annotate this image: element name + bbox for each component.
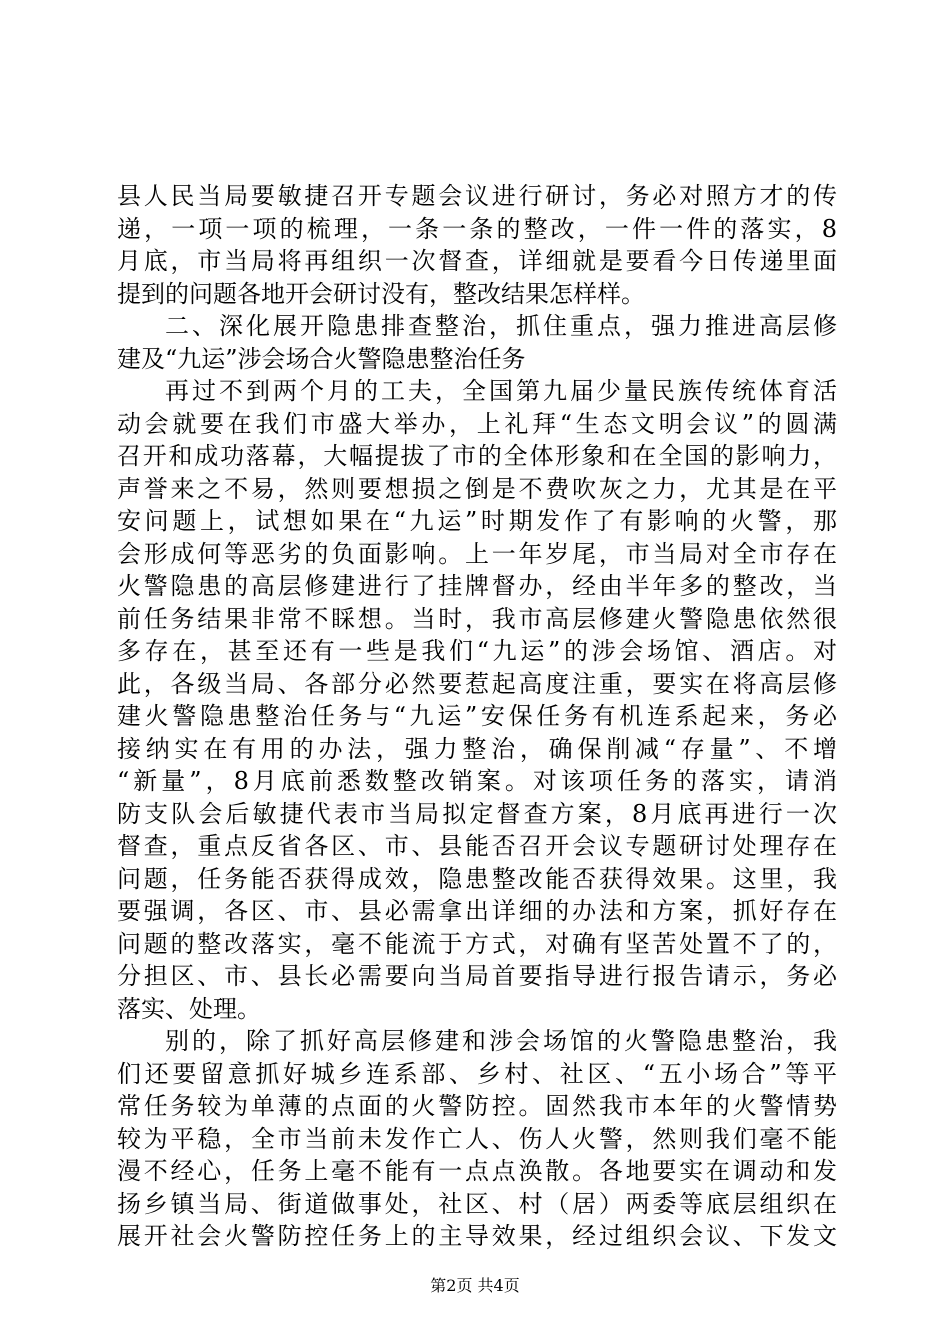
text-line: 较为平稳，全市当前未发作亡人、伤人火警，然则我们毫不能 <box>117 1124 837 1153</box>
text-line: 再过不到两个月的工夫，全国第九届少量民族传统体育活 <box>165 377 837 405</box>
text-line: 安问题上，试想如果在“九运”时期发作了有影响的火警，那 <box>117 507 837 535</box>
text-line: 此，各级当局、各部分必然要惹起高度注重，要实在将高层修 <box>117 669 837 698</box>
text-line: 会形成何等恶劣的负面影响。上一年岁尾，市当局对全市存在 <box>117 539 837 568</box>
text-line: 召开和成功落幕，大幅提拔了市的全体形象和在全国的影响力， <box>117 442 837 470</box>
text-line: 要强调，各区、市、县必需拿出详细的办法和方案，抓好存在 <box>117 897 837 925</box>
text-line: 问题的整改落实，毫不能流于方式，对确有坚苦处置不了的， <box>117 929 837 958</box>
text-line: “新量”，8月底前悉数整改销案。对该项任务的落实，请消 <box>117 767 837 795</box>
text-line: 接纳实在有用的办法，强力整治，确保削减“存量”、不增 <box>117 734 837 763</box>
text-line: 建及“九运”涉会场合火警隐患整治任务 <box>117 344 526 373</box>
text-line: 防支队会后敏捷代表市当局拟定督查方案，8月底再进行一次 <box>117 799 837 828</box>
text-line: 前任务结果非常不睬想。当时，我市高层修建火警隐患依然很 <box>117 604 837 633</box>
text-line: 提到的问题各地开会研讨没有，整改结果怎样样。 <box>117 279 645 308</box>
text-line: 多存在，甚至还有一些是我们“九运”的涉会场馆、酒店。对 <box>117 637 837 665</box>
text-line: 督查，重点反省各区、市、县能否召开会议专题研讨处理存在 <box>117 832 837 860</box>
text-line: 火警隐患的高层修建进行了挂牌督办，经由半年多的整改，当 <box>117 572 837 600</box>
text-line: 递，一项一项的梳理，一条一条的整改，一件一件的落实，8 <box>117 214 837 243</box>
text-line: 别的，除了抓好高层修建和涉会场馆的火警隐患整治，我 <box>165 1027 837 1055</box>
text-line: 分担区、市、县长必需要向当局首要指导进行报告请示，务必 <box>117 962 837 990</box>
text-line: 二、深化展开隐患排查整治，抓住重点，强力推进高层修 <box>165 312 837 340</box>
text-line: 县人民当局要敏捷召开专题会议进行研讨，务必对照方才的传 <box>117 182 837 210</box>
document-body <box>117 180 837 1253</box>
text-line: 问题，任务能否获得成效，隐患整改能否获得效果。这里，我 <box>117 864 837 893</box>
text-line: 建火警隐患整治任务与“九运”安保任务有机连系起来，务必 <box>117 702 837 730</box>
text-line: 展开社会火警防控任务上的主导效果，经过组织会议、下发文 <box>117 1222 837 1250</box>
text-line: 漫不经心，任务上毫不能有一点点涣散。各地要实在调动和发 <box>117 1157 837 1185</box>
text-line: 声誉来之不易，然则要想损之倒是不费吹灰之力，尤其是在平 <box>117 474 837 503</box>
text-line: 们还要留意抓好城乡连系部、乡村、社区、“五小场合”等平 <box>117 1059 837 1088</box>
page-footer: 第2页 共4页 <box>430 1276 520 1295</box>
text-line: 月底，市当局将再组织一次督查，详细就是要看今日传递里面 <box>117 247 837 275</box>
text-line: 动会就要在我们市盛大举办，上礼拜“生态文明会议”的圆满 <box>117 409 837 438</box>
text-line: 常任务较为单薄的点面的火警防控。固然我市本年的火警情势 <box>117 1092 837 1120</box>
text-line: 落实、处理。 <box>117 994 261 1023</box>
text-line: 扬乡镇当局、街道做事处，社区、村（居）两委等底层组织在 <box>117 1189 837 1218</box>
